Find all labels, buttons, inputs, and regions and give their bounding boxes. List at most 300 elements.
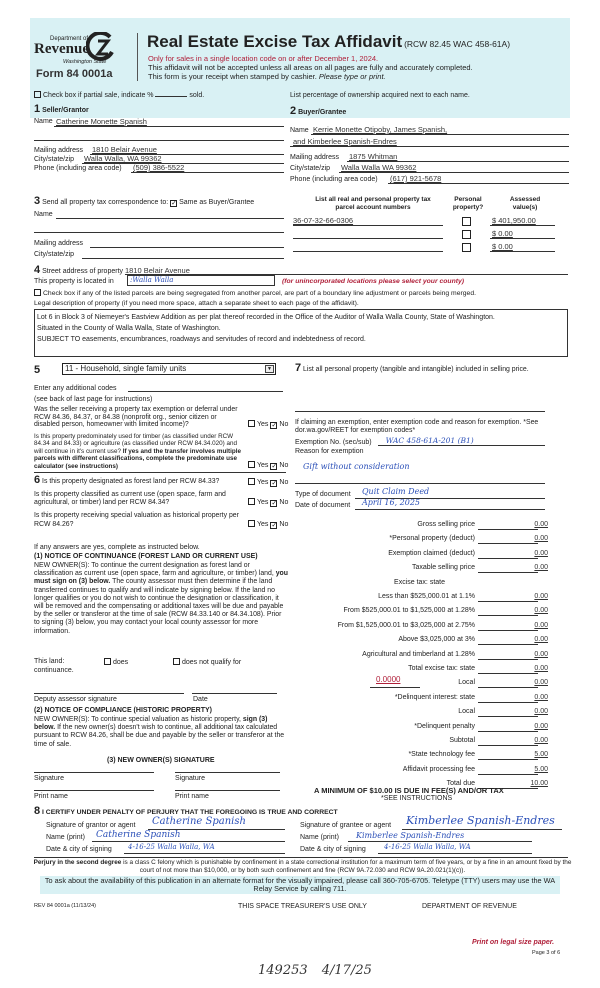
grantor-date-label: Date & city of signing [46,846,112,853]
chevron-down-icon[interactable]: ▼ [265,365,274,373]
parcel-header-numbers [298,196,448,212]
logo-state: Washington State [63,59,107,65]
notice-2-bold: sign (3) below. [34,716,268,732]
does-not-label: does not qualify for [182,659,242,666]
historic-yes-label: Yes [257,520,269,528]
form-number: Form 84 0001a [36,68,113,80]
notice-2-text [34,716,288,749]
same-as-buyer-label: Same as Buyer/Grantee [179,199,255,206]
exemption-block [295,419,545,455]
exemption-question-row [34,406,290,429]
timber-yes-checkbox[interactable] [248,461,255,468]
sec3-city-label: City/state/zip [34,251,75,258]
section-5-number: 5 [34,364,41,376]
money-line [478,615,538,616]
personal-property-checkbox[interactable] [462,243,471,252]
owner-sig-line-2[interactable] [175,772,280,773]
local-rate: 0.0000 [376,675,401,684]
doc-date-line [355,509,545,510]
legal-line-3: SUBJECT TO easements, encumbrances, roadways and servitudes of record and indebtedness of record. [37,336,366,343]
assessed-value-line [490,251,555,252]
seller-name-line-2 [34,140,284,141]
forest-no-label: No [279,479,289,486]
parcel-number-field[interactable]: 36-07-32-66-0306 [293,216,354,225]
partial-sale-checkbox[interactable] [34,91,41,98]
assessed-value-field[interactable]: $ 0.00 [492,229,513,238]
forest-question-row [34,475,290,487]
accessibility-note: To ask about the availability of this publication in an alternate format for the visually impaired, please call 360-705-6705. Teletype (TTY) users may use the WA Relay Service by calling 711. [44,876,556,893]
legal-label: Legal description of property (if you need more space, attach a separate sheet to each page of the affidavit). [34,300,359,307]
money-label: Total excise tax: state [408,665,475,672]
personal-property-checkbox[interactable] [462,217,471,226]
money-line [478,644,538,645]
money-label: Exemption claimed (deduct) [388,549,475,557]
exemption-no-label: No [279,420,289,428]
money-label: From $1,525,000.01 to $3,025,000 at 2.75% [337,621,475,629]
parcel-h3b: value(s) [512,204,538,211]
forest-yes-no [248,478,290,487]
seller-phone-field[interactable]: (509) 386-5522 [133,163,185,172]
money-row [290,521,600,533]
same-as-buyer-checkbox[interactable]: ✓ [171,200,177,207]
notice-1-a: NEW OWNER(S): To continue the current designation as forest land or classification as current use (open space, farm and agriculture, or timber) land, [34,562,274,578]
grantor-name-field[interactable]: Catherine Spanish [96,830,181,840]
money-line [478,759,538,760]
parcel-h3: Assessed [509,196,541,203]
money-row [290,607,600,619]
timber-no-checkbox[interactable]: ✓ [271,463,278,470]
deputy-date-line[interactable] [192,693,277,694]
money-row [290,737,600,749]
buyer-mail-field[interactable]: 1875 Whitman [349,152,398,161]
money-value[interactable]: 10.00 [530,780,548,788]
money-row [290,593,600,605]
current-use-yes-checkbox[interactable] [248,498,255,505]
sec3-name-line[interactable] [56,218,284,219]
owner-sig-line-1[interactable] [34,772,154,773]
timber-question-row [34,433,290,471]
timber-yes-label: Yes [257,462,269,469]
located-field[interactable]: :Walla Walla [127,275,275,286]
located-label: This property is located in [34,278,114,285]
sec8-title: I CERTIFY UNDER PENALTY OF PERJURY THAT THE FOREGOING IS TRUE AND CORRECT [42,809,338,816]
money-line [478,572,538,573]
codes-note: (see back of last page for instructions) [34,396,153,403]
seller-city-field[interactable]: Walla Walla, WA 99362 [84,154,162,163]
revenue-logo-icon [86,32,116,62]
codes-label: Enter any additional codes [34,385,117,392]
street-field[interactable]: 1810 Belair Avenue [124,266,190,275]
notice-3-title: (3) NEW OWNER(S) SIGNATURE [107,757,215,764]
segregated-label: Check box if any of the listed parcels are being segregated from another parcel, are part of a boundary line adjustment or parcels being merged. [43,290,476,297]
money-label: Agricultural and timberland at 1.28% [362,650,475,658]
notice-red: Only for sales in a single location code on or after December 1, 2024. [148,54,379,63]
header-divider [137,33,138,81]
money-value[interactable]: 0.00 [534,607,548,615]
money-value[interactable]: 0.00 [534,708,548,716]
perjury-bold: Perjury in the second degree [33,859,122,866]
timber-yes-no [248,461,290,470]
ownership-note: List percentage of ownership acquired next to each name. [290,92,470,99]
exemption-yes-label: Yes [257,420,269,428]
money-line [478,659,538,660]
sec3-mail-label: Mailing address [34,240,84,247]
minimum-due-note: A MINIMUM OF $10.00 IS DUE IN FEE(S) AND/OR TAX [314,786,504,795]
print-name-label-2: Print name [175,793,209,800]
money-value[interactable]: 0.00 [534,549,548,557]
money-label: *Delinquent penalty [414,722,475,730]
legal-line-1: Lot 6 in Block 3 of Niemeyer's Eastview Addition as per plat thereof recorded in the Office of the Auditor of Walla Walla County, State of Washington. [37,314,495,321]
does-checkbox[interactable] [104,658,111,665]
seller-title: Seller/Grantor [42,107,89,114]
assessed-value-line [490,225,555,226]
current-use-yes-label: Yes [257,499,269,507]
money-label: *Delinquent interest: state [394,693,475,701]
page-number: Page 3 of 6 [532,950,561,956]
section-4-number: 4 [34,264,41,276]
notice-2-b: If the new owner(s) doesn't wish to continue, all additional tax calculated pursuant to RCW 84.26, shall be due and payable by the seller or transferor at the time of sale. [34,724,285,748]
section-3-number: 3 [34,195,41,207]
sec7-label: List all personal property (tangible and intangible) included in selling price. [303,366,529,373]
exempt-no-row [295,436,545,446]
parcel-h2: Personal [454,196,482,203]
perjury-divider [34,857,568,858]
buyer-city-field[interactable]: Walla Walla WA 99362 [341,163,417,172]
money-row [290,636,600,648]
grantor-signature[interactable]: Catherine Spanish [152,816,246,827]
money-value[interactable]: 0.00 [534,564,548,572]
money-label: *State technology fee [408,751,475,759]
buyer-title: Buyer/Grantee [298,109,347,116]
money-value[interactable]: 0.00 [534,636,548,644]
print-name-label-1: Print name [34,793,68,800]
money-row [290,550,600,562]
buyer-mail-label: Mailing address [290,154,340,161]
buyer-heading [290,105,346,117]
money-row [290,651,600,663]
money-row [290,679,600,691]
parcel-number-line [293,251,443,252]
money-line [478,731,538,732]
forest-question: Is this property designated as forest land per RCW 84.33? [42,478,220,485]
money-label: From $525,000.01 to $1,525,000 at 1.28% [343,607,475,615]
doc-type-label: Type of document [295,491,351,498]
exempt-no-label: Exemption No. (sec/sub) [295,439,372,446]
personal-property-checkbox[interactable] [462,230,471,239]
partial-sale [34,91,204,99]
timber-question [34,433,248,471]
money-row [290,723,600,735]
owner-print-line-2[interactable] [175,790,280,791]
money-value[interactable]: 0.00 [534,593,548,600]
parcel-header-personal [448,196,488,212]
seller-mail-field[interactable]: 1810 Belair Avenue [92,145,157,154]
doc-type-field[interactable]: Quit Claim Deed [362,487,430,496]
notice-2-a: NEW OWNER(S): To continue special valuation as historic property, [34,716,241,723]
current-use-no-label: No [279,499,289,507]
grantor-date-field[interactable]: 4-16-25 Walla Walla, WA [128,843,215,851]
grantor-sig-label: Signature of grantor or agent [46,822,136,829]
notice-2-text: This form is your receipt when stamped by cashier. [148,72,317,81]
segregated [34,289,476,297]
money-label: Above $3,025,000 at 3% [398,636,475,644]
section-2-number: 2 [290,105,297,117]
reason-label: Reason for exemption [295,448,364,455]
grantee-date-label: Date & city of signing [300,846,366,853]
buyer-city-label: City/state/zip [290,165,331,172]
treasurer-use: THIS SPACE TREASURER'S USE ONLY [238,903,367,910]
if-yes-note: If any answers are yes, complete as instructed below. [34,544,200,551]
assessed-value-line [490,238,555,239]
current-use-yes-no [248,498,290,507]
historic-no-checkbox[interactable]: ✓ [271,521,278,529]
forest-yes-checkbox[interactable] [248,478,255,485]
seller-mail-label: Mailing address [34,147,84,154]
partial-sale-label: Check box if partial sale, indicate % [43,92,154,99]
sec3-name-label: Name [34,211,53,218]
money-value[interactable]: 0.00 [534,535,548,543]
sec3-mail-line[interactable] [90,247,284,248]
seller-phone-line [131,172,284,173]
money-value[interactable]: 0.00 [534,650,548,658]
historic-no-label: No [279,520,289,528]
notice-1-title: (1) NOTICE OF CONTINUANCE (FOREST LAND OR CURRENT USE) [34,553,258,560]
notice-1-bold: you must sign on (3) below. [34,570,288,586]
money-label: *Personal property (deduct) [389,535,475,543]
does-not-option [173,658,241,666]
money-label: Local [458,679,475,687]
money-line [478,745,538,746]
money-line [478,687,538,688]
personal-property-line[interactable] [295,411,545,412]
money-line [478,601,538,602]
forest-no-checkbox[interactable]: ✓ [271,480,278,487]
logo-dept: Department of [50,36,89,42]
money-line [478,702,538,703]
money-value[interactable]: 5.00 [534,751,548,759]
money-row [290,622,600,634]
buyer-name-field-2[interactable]: and Kimberlee Spanish-Endres [293,137,397,146]
exemption-yes-checkbox[interactable] [248,420,255,427]
grantee-name-field[interactable]: Kimberlee Spanish-Endres [356,831,465,840]
notice-1-text [34,562,288,636]
land-use-value: 11 - Household, single family units [65,364,187,373]
money-row [290,579,600,591]
rev-number: REV 84 0001a (11/13/24) [34,903,96,909]
parcel-h2b: property? [452,204,484,211]
money-row [290,751,600,763]
notice-2 [148,72,386,81]
timber-no-label: No [279,462,289,469]
reason-field[interactable]: Gift without consideration [303,462,410,471]
this-land-label: This land: [34,658,65,665]
legal-description-field[interactable] [34,309,568,357]
section-8-number: 8 [34,805,41,817]
notice-2-title: (2) NOTICE OF COMPLIANCE (HISTORIC PROPERTY) [34,707,212,714]
logo-revenue: Revenue [34,41,89,57]
codes-line[interactable] [128,391,283,392]
perjury-note [30,859,575,874]
money-line [478,543,538,544]
grantor-name-label: Name (print) [46,834,85,841]
grantee-date-field[interactable]: 4-16-25 Walla Walla, WA [384,843,471,851]
money-value[interactable]: 0.00 [534,722,548,730]
perjury-text: is a class C felony which is punishable by confinement in a state correctional institution for a maximum term of five years, or by a fine in an amount fixed by the court of not more than $10,000, or by both such confinement and fine (RCW 9A.72.030 and RCW 9A.20.021(1)(c)). [123,859,572,874]
money-row [290,665,600,677]
buyer-phone-label: Phone (including area code) [290,176,378,183]
does-not-checkbox[interactable] [173,658,180,665]
current-use-question: Is this property classified as current use (open space, farm and agricultural, or timber) land per RCW 84.34? [34,491,226,507]
money-line [478,630,538,631]
notice-2-italic: Please type or print. [318,72,386,81]
grantee-date-line [378,853,532,854]
sec5-divider [34,472,286,473]
deputy-sig-line[interactable] [34,693,184,694]
money-value[interactable]: 0.00 [534,679,548,687]
grantee-signature[interactable]: Kimberlee Spanish-Endres [406,814,555,827]
grantor-name-line [92,841,285,842]
local-rate-line [370,687,420,688]
money-row [290,535,600,547]
exemption-yes-no [248,420,290,429]
continuance-label: continuance. [34,667,74,674]
money-label: Total due [446,780,475,788]
seller-phone-label: Phone (including area code) [34,165,122,172]
reason-line [295,483,545,484]
money-value[interactable]: 0.00 [534,521,548,528]
land-use-select[interactable] [62,363,276,375]
signature-label-2: Signature [175,775,205,782]
money-label: Local [458,708,475,716]
buyer-name-line-2 [290,146,569,147]
money-line [478,716,538,717]
money-row [290,694,600,706]
parcel-number-line [293,225,443,226]
partial-sale-percent-field[interactable] [155,96,187,97]
dept-revenue: DEPARTMENT OF REVENUE [422,903,517,910]
sec3-city-line[interactable] [82,258,284,259]
exemption-question: Was the seller receiving a property tax exemption or deferral under RCW 84.36, 84.37, or 84.38 (nonprofit org., senior citizen or disabled person, homeowner with limited income)? [34,406,238,428]
does-label: does [113,659,129,666]
money-line [478,774,538,775]
section-1-number: 1 [34,103,41,115]
historic-yes-no [248,520,290,529]
signature-label-1: Signature [34,775,64,782]
located-note: (for unincorporated locations please select your county) [282,278,465,285]
money-row [290,708,600,720]
buyer-name-field[interactable]: Kerrie Monette Otipoby, James Spanish, [313,125,448,134]
grantee-name-label: Name (print) [300,834,339,841]
money-label: Affidavit processing fee [402,765,475,773]
money-value[interactable]: 0.00 [534,737,548,744]
money-label: Excise tax: state [394,578,445,586]
grantor-date-line [124,853,285,854]
doc-date-field[interactable]: April 16, 2025 [362,498,421,507]
seller-name-line [54,126,284,127]
deputy-label: Deputy assessor signature [34,696,117,703]
sec3-label: Send all property tax correspondence to: [42,199,169,206]
legal-line-2: Situated in the County of Walla Walla, State of Washington. [37,325,221,332]
buyer-name-label: Name [290,127,309,134]
historic-question-row [34,512,290,528]
street-label: Street address of property [42,268,124,275]
treasurer-stamp-handwriting: 149253 4/17/25 [258,963,372,978]
assessed-value-field[interactable]: $ 0.00 [492,242,513,251]
timber-question-text: Is this property predominately used for timber (as classified under RCW 84.34 and 84.33) or agriculture (as classified under RCW 84.34.020) and will continue in it's current use? [34,432,238,455]
grantee-name-line [348,841,532,842]
parcel-h1b: parcel account numbers [335,204,411,211]
money-value[interactable]: 0.00 [534,665,548,672]
parcel-header-value [495,196,555,212]
money-value[interactable]: 0.00 [534,693,548,701]
money-value[interactable]: 5.00 [534,765,548,773]
buyer-phone-line [388,183,569,184]
money-label: Gross selling price [417,521,475,528]
doc-date-label: Date of document [295,502,351,509]
title-reference: (RCW 82.45 WAC 458-61A) [404,39,511,49]
money-row [290,564,600,576]
historic-yes-checkbox[interactable] [248,520,255,527]
historic-question: Is this property receiving special valuation as historical property per RCW 84.26? [34,512,239,528]
timber-question-bold: If yes and the transfer involves multiple parcels with different classifications, complete the predominate use calculator (see instructions) [34,447,241,470]
current-use-no-checkbox[interactable]: ✓ [271,500,278,508]
assessed-value-field[interactable]: $ 401,950.00 [492,216,536,225]
sec6-heading [34,475,248,487]
does-option [104,658,128,666]
legal-paper-note: Print on legal size paper. [472,939,555,946]
page-title: Real Estate Excise Tax Affidavit [147,32,403,51]
sec7-heading [295,363,545,375]
see-instructions: *SEE INSTRUCTIONS [381,795,453,802]
exempt-no-field[interactable]: WAC 458-61A-201 (B1) [378,436,545,446]
partial-sale-sold: sold. [189,92,205,99]
parcel-h1: List all real and personal property tax [315,196,431,203]
notice-1-b: The county assessor must then determine if the land transferred continues to qualify and will indicate by signing below. If the land no longer qualifies or you do not wish to continue the designation or classification, it will be removed and the compensating or additional taxes will be due and payable by the seller or transferor at the time of sale (RCW 84.33.140 or 84.34.108). Prior to signing (3) below, you may contact your local county assessor for more information. [34,578,284,635]
seller-city-label: City/state/zip [34,156,75,163]
forest-yes-label: Yes [257,479,269,486]
section-7-number: 7 [295,362,302,374]
property-questions [34,406,290,529]
parcel-number-line [293,238,443,239]
money-value[interactable]: 0.00 [534,621,548,629]
exemption-no-checkbox[interactable]: ✓ [271,421,278,429]
buyer-mail-line [347,161,569,162]
segregated-checkbox[interactable] [34,289,41,296]
buyer-phone-field[interactable]: (617) 921-5678 [390,174,442,183]
sec3-name-line-2[interactable] [34,232,284,233]
section-6-number: 6 [34,474,41,486]
buyer-city-line [339,172,569,173]
seller-name-field[interactable]: Catherine Monette Spanish [56,117,147,126]
exempt-intro: If claiming an exemption, enter exemption code and reason for exemption. *See dor.wa.gov/REET for exemption codes* [295,419,539,434]
sec3-heading [34,195,254,207]
money-label: Less than $525,000.01 at 1.1% [378,593,475,600]
grantee-sig-line [402,829,562,830]
notice-1: This affidavit will not be accepted unless all areas on all pages are fully and accurately completed. [148,63,473,72]
owner-print-line-1[interactable] [34,790,154,791]
deputy-date-label: Date [193,696,208,703]
money-line [478,673,538,674]
money-row [290,766,600,778]
money-line [478,529,538,530]
money-label: Subtotal [449,737,475,744]
seller-heading [34,103,89,115]
buyer-name-line [311,134,569,135]
title-line [147,32,510,56]
seller-name-label: Name [34,118,53,125]
money-line [478,558,538,559]
money-label: Taxable selling price [411,564,475,572]
